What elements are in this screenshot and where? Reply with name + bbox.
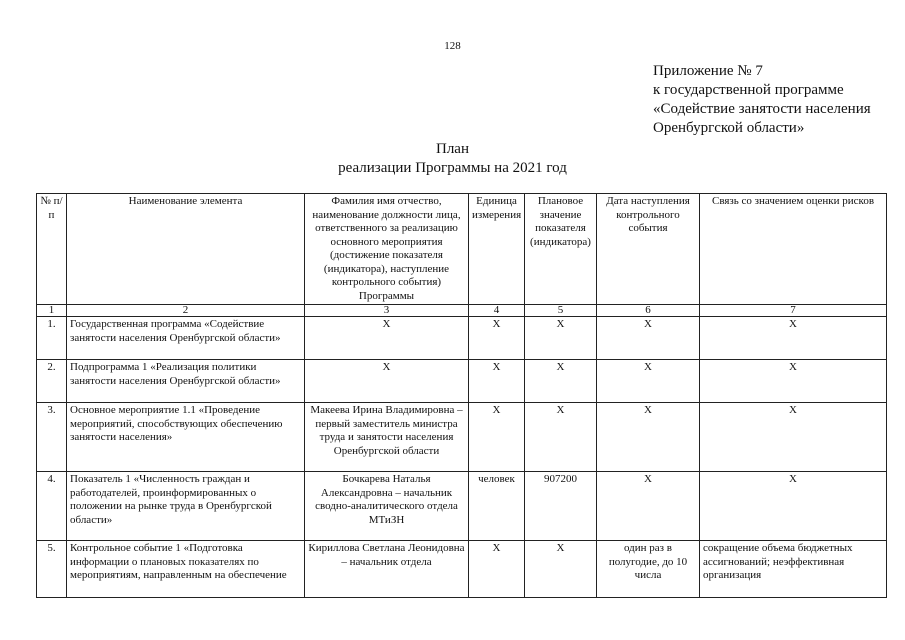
- unit-of-measure: Х: [469, 317, 525, 360]
- unit-of-measure: Х: [469, 360, 525, 403]
- header-cell: № п/п: [37, 194, 67, 305]
- responsible-person: Бочкарева Наталья Александровна – начальник сводно-аналитического отдела МТиЗН: [305, 472, 469, 541]
- header-cell: Связь со значением оценки рисков: [700, 194, 887, 305]
- risk-link: Х: [700, 403, 887, 472]
- event-date: Х: [597, 403, 700, 472]
- column-number: 4: [469, 305, 525, 317]
- appendix-line: Приложение № 7: [653, 63, 763, 79]
- planned-value: Х: [525, 360, 597, 403]
- risk-link: Х: [700, 472, 887, 541]
- appendix-line: «Содействие занятости населения: [653, 101, 871, 117]
- table-row: [37, 403, 887, 472]
- row-number: 2.: [37, 360, 67, 403]
- event-date: Х: [597, 472, 700, 541]
- table-row: [37, 541, 887, 598]
- row-number: 1.: [37, 317, 67, 360]
- planned-value: Х: [525, 541, 597, 598]
- plan-title-line: реализации Программы на 2021 год: [338, 160, 567, 176]
- appendix-note: [653, 62, 871, 138]
- plan-title-line: План: [435, 141, 469, 157]
- risk-link: сокращение объема бюджетных ассигнований; неэффективная организация: [700, 541, 887, 598]
- column-number: 3: [305, 305, 469, 317]
- responsible-person: Х: [305, 317, 469, 360]
- header-cell: Единица измерения: [469, 194, 525, 305]
- unit-of-measure: Х: [469, 541, 525, 598]
- header-cell: Наименование элемента: [67, 194, 305, 305]
- element-name: Подпрограмма 1 «Реализация политики занятости населения Оренбургской области»: [67, 360, 305, 403]
- column-number: 2: [67, 305, 305, 317]
- element-name: Показатель 1 «Численность граждан и работодателей, проинформированных о положении на рынке труда в Оренбургской области»: [67, 472, 305, 541]
- table-row: [37, 317, 887, 360]
- unit-of-measure: человек: [469, 472, 525, 541]
- plan-table: [36, 193, 887, 598]
- risk-link: Х: [700, 317, 887, 360]
- responsible-person: Макеева Ирина Владимировна – первый заместитель министра труда и занятости населения Оренбургской области: [305, 403, 469, 472]
- planned-value: Х: [525, 403, 597, 472]
- responsible-person: Кириллова Светлана Леонидовна – начальник отдела: [305, 541, 469, 598]
- row-number: 5.: [37, 541, 67, 598]
- table-header-row: [37, 194, 887, 305]
- column-number: 6: [597, 305, 700, 317]
- column-number: 7: [700, 305, 887, 317]
- event-date: один раз в полугодие, до 10 числа: [597, 541, 700, 598]
- event-date: Х: [597, 317, 700, 360]
- unit-of-measure: Х: [469, 403, 525, 472]
- event-date: Х: [597, 360, 700, 403]
- element-name: Контрольное событие 1 «Подготовка информации о плановых показателях по мероприятиям, направленным на обеспечение: [67, 541, 305, 598]
- plan-title: [0, 140, 905, 178]
- header-cell: Плановое значение показателя (индикатора): [525, 194, 597, 305]
- row-number: 3.: [37, 403, 67, 472]
- row-number: 4.: [37, 472, 67, 541]
- planned-value: 907200: [525, 472, 597, 541]
- table-row: [37, 360, 887, 403]
- column-number: 5: [525, 305, 597, 317]
- header-cell: Фамилия имя отчество, наименование должности лица, ответственного за реализацию основного мероприятия (достижение показателя (индикатора), наступление контрольного события) Программы: [305, 194, 469, 305]
- column-number-row: [37, 305, 887, 317]
- element-name: Государственная программа «Содействие занятости населения Оренбургской области»: [67, 317, 305, 360]
- appendix-line: к государственной программе: [653, 82, 844, 98]
- column-number: 1: [37, 305, 67, 317]
- element-name: Основное мероприятие 1.1 «Проведение мероприятий, способствующих обеспечению занятости населения»: [67, 403, 305, 472]
- header-cell: Дата наступления контрольного события: [597, 194, 700, 305]
- risk-link: Х: [700, 360, 887, 403]
- planned-value: Х: [525, 317, 597, 360]
- responsible-person: Х: [305, 360, 469, 403]
- page-number: 128: [444, 40, 461, 52]
- appendix-line: Оренбургской области»: [653, 120, 805, 136]
- table-row: [37, 472, 887, 541]
